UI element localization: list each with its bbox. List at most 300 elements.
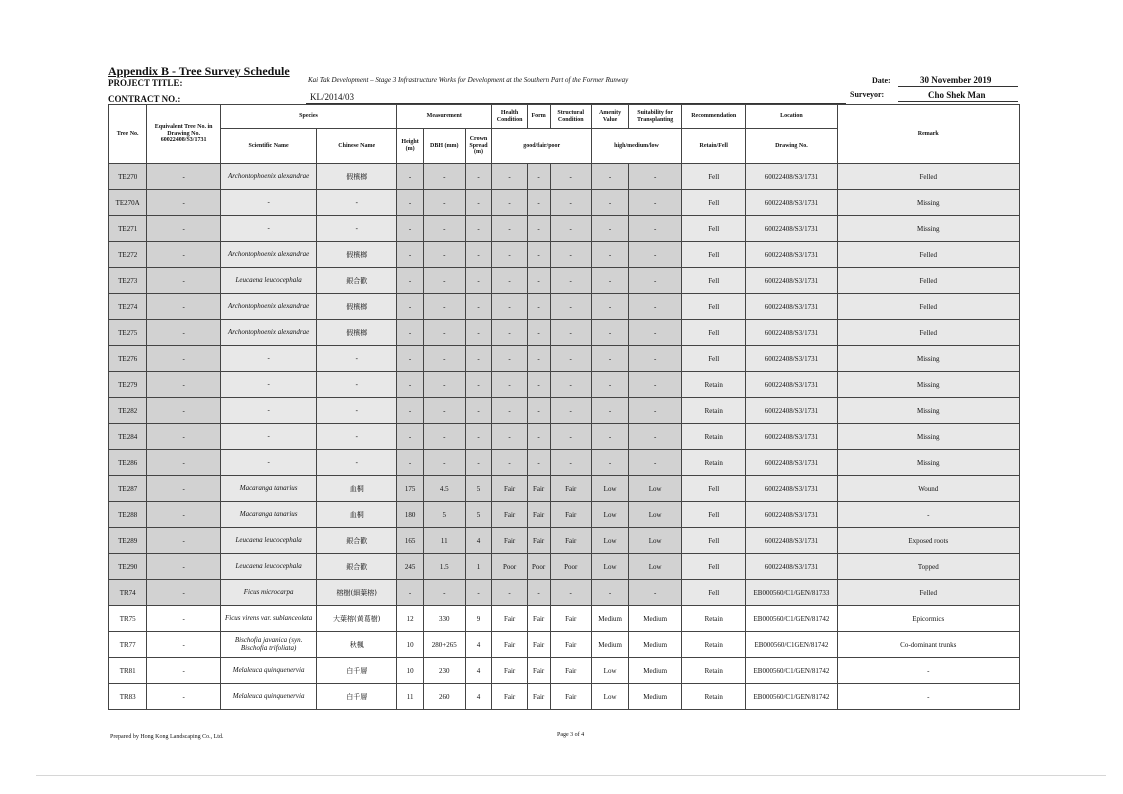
col-form: Form xyxy=(527,105,550,129)
equivalent-no-cell: - xyxy=(147,502,221,528)
amenity-cell: - xyxy=(591,294,628,320)
scientific-name-cell: Macaranga tanarius xyxy=(220,476,316,502)
health-cell: Fair xyxy=(492,632,527,658)
col-tree-no: Tree No. xyxy=(109,105,147,164)
surveyor-value: Cho Shek Man xyxy=(928,90,986,100)
height-cell: - xyxy=(397,294,424,320)
dbh-cell: - xyxy=(424,216,465,242)
tree-no-cell: TE272 xyxy=(109,242,147,268)
crown-spread-cell: - xyxy=(465,294,492,320)
form-cell: - xyxy=(527,346,550,372)
chinese-name-cell: 血桐 xyxy=(317,476,397,502)
remark-cell: Co-dominant trunks xyxy=(837,632,1019,658)
amenity-cell: - xyxy=(591,424,628,450)
dbh-cell: 5 xyxy=(424,502,465,528)
col-height: Height (m) xyxy=(397,129,424,164)
tree-no-cell: TR74 xyxy=(109,580,147,606)
amenity-cell: Medium xyxy=(591,606,628,632)
col-species: Species xyxy=(220,105,396,129)
surveyor-label: Surveyor: xyxy=(850,90,885,99)
scientific-name-cell: Leucaena leucocephala xyxy=(220,554,316,580)
structural-cell: Fair xyxy=(550,502,591,528)
amenity-cell: - xyxy=(591,372,628,398)
table-row xyxy=(109,242,1020,268)
form-cell: Fair xyxy=(527,658,550,684)
amenity-cell: - xyxy=(591,450,628,476)
suitability-cell: Medium xyxy=(629,684,682,710)
recommendation-cell: Fell xyxy=(682,554,746,580)
chinese-name-cell: 假檳榔 xyxy=(317,164,397,190)
table-row xyxy=(109,476,1020,502)
height-cell: - xyxy=(397,320,424,346)
recommendation-cell: Retain xyxy=(682,684,746,710)
suitability-cell: Low xyxy=(629,528,682,554)
height-cell: - xyxy=(397,398,424,424)
structural-cell: - xyxy=(550,294,591,320)
table-row xyxy=(109,372,1020,398)
col-crown-spread: Crown Spread (m) xyxy=(465,129,492,164)
suitability-cell: Medium xyxy=(629,658,682,684)
amenity-cell: Low xyxy=(591,502,628,528)
recommendation-cell: Fell xyxy=(682,242,746,268)
col-suitability: Suitability for Transplanting xyxy=(629,105,682,129)
form-cell: - xyxy=(527,216,550,242)
equivalent-no-cell: - xyxy=(147,632,221,658)
chinese-name-cell: - xyxy=(317,398,397,424)
date-underline xyxy=(898,86,1018,87)
structural-cell: - xyxy=(550,580,591,606)
remark-cell: Missing xyxy=(837,450,1019,476)
equivalent-no-cell: - xyxy=(147,580,221,606)
chinese-name-cell: 假檳榔 xyxy=(317,294,397,320)
equivalent-no-cell: - xyxy=(147,398,221,424)
health-cell: - xyxy=(492,372,527,398)
remark-cell: - xyxy=(837,658,1019,684)
suitability-cell: - xyxy=(629,346,682,372)
equivalent-no-cell: - xyxy=(147,476,221,502)
scientific-name-cell: - xyxy=(220,190,316,216)
bottom-rule xyxy=(36,775,1106,776)
drawing-no-cell: 60022408/S3/1731 xyxy=(746,528,837,554)
dbh-cell: 1.5 xyxy=(424,554,465,580)
crown-spread-cell: - xyxy=(465,216,492,242)
table-row xyxy=(109,528,1020,554)
chinese-name-cell: - xyxy=(317,424,397,450)
equivalent-no-cell: - xyxy=(147,190,221,216)
health-cell: - xyxy=(492,216,527,242)
crown-spread-cell: - xyxy=(465,424,492,450)
recommendation-cell: Retain xyxy=(682,606,746,632)
recommendation-cell: Retain xyxy=(682,372,746,398)
tree-survey-table xyxy=(108,104,1020,710)
drawing-no-cell: EB000560/C1/GEN/81733 xyxy=(746,580,837,606)
dbh-cell: - xyxy=(424,164,465,190)
table-body xyxy=(109,164,1020,710)
suitability-cell: - xyxy=(629,268,682,294)
health-cell: Poor xyxy=(492,554,527,580)
height-cell: - xyxy=(397,190,424,216)
remark-cell: Felled xyxy=(837,294,1019,320)
amenity-cell: Medium xyxy=(591,632,628,658)
scientific-name-cell: Bischofia javanica (syn. Bischofia trifoliata) xyxy=(220,632,316,658)
table-row xyxy=(109,216,1020,242)
table-row xyxy=(109,450,1020,476)
form-cell: - xyxy=(527,372,550,398)
remark-cell: Missing xyxy=(837,424,1019,450)
amenity-cell: - xyxy=(591,346,628,372)
tree-no-cell: TE287 xyxy=(109,476,147,502)
tree-no-cell: TE275 xyxy=(109,320,147,346)
header-row-1 xyxy=(109,105,1020,129)
equivalent-no-cell: - xyxy=(147,372,221,398)
scientific-name-cell: - xyxy=(220,216,316,242)
equivalent-no-cell: - xyxy=(147,164,221,190)
drawing-no-cell: 60022408/S3/1731 xyxy=(746,268,837,294)
form-cell: Fair xyxy=(527,502,550,528)
equivalent-no-cell: - xyxy=(147,294,221,320)
suitability-cell: - xyxy=(629,242,682,268)
date-value: 30 November 2019 xyxy=(920,75,992,85)
drawing-no-cell: 60022408/S3/1731 xyxy=(746,450,837,476)
dbh-cell: - xyxy=(424,424,465,450)
tree-no-cell: TE284 xyxy=(109,424,147,450)
form-cell: Fair xyxy=(527,606,550,632)
crown-spread-cell: 4 xyxy=(465,528,492,554)
dbh-cell: 330 xyxy=(424,606,465,632)
equivalent-no-cell: - xyxy=(147,268,221,294)
health-cell: - xyxy=(492,424,527,450)
form-cell: Fair xyxy=(527,684,550,710)
suitability-cell: Medium xyxy=(629,632,682,658)
amenity-cell: - xyxy=(591,190,628,216)
structural-cell: Fair xyxy=(550,684,591,710)
health-cell: Fair xyxy=(492,528,527,554)
crown-spread-cell: 4 xyxy=(465,632,492,658)
drawing-no-label: Drawing No. xyxy=(746,129,837,164)
chinese-name-cell: 榕樹(細葉榕) xyxy=(317,580,397,606)
recommendation-cell: Fell xyxy=(682,502,746,528)
health-cell: - xyxy=(492,268,527,294)
equivalent-no-cell: - xyxy=(147,554,221,580)
suitability-cell: - xyxy=(629,216,682,242)
drawing-no-cell: 60022408/S3/1731 xyxy=(746,372,837,398)
form-cell: - xyxy=(527,398,550,424)
drawing-no-cell: EB000560/C1/GEN/81742 xyxy=(746,658,837,684)
tree-no-cell: TE270 xyxy=(109,164,147,190)
tree-no-cell: TR81 xyxy=(109,658,147,684)
crown-spread-cell: - xyxy=(465,164,492,190)
structural-cell: - xyxy=(550,216,591,242)
col-chinese-name: Chinese Name xyxy=(317,129,397,164)
crown-spread-cell: 1 xyxy=(465,554,492,580)
table-row xyxy=(109,606,1020,632)
tree-no-cell: TE286 xyxy=(109,450,147,476)
remark-cell: Missing xyxy=(837,216,1019,242)
structural-cell: - xyxy=(550,424,591,450)
amenity-cell: - xyxy=(591,320,628,346)
form-cell: - xyxy=(527,424,550,450)
structural-cell: - xyxy=(550,164,591,190)
crown-spread-cell: - xyxy=(465,346,492,372)
scientific-name-cell: - xyxy=(220,450,316,476)
structural-cell: - xyxy=(550,372,591,398)
chinese-name-cell: 血桐 xyxy=(317,502,397,528)
recommendation-cell: Fell xyxy=(682,190,746,216)
height-cell: - xyxy=(397,580,424,606)
drawing-no-cell: 60022408/S3/1731 xyxy=(746,190,837,216)
recommendation-cell: Fell xyxy=(682,528,746,554)
equivalent-no-cell: - xyxy=(147,684,221,710)
scientific-name-cell: - xyxy=(220,424,316,450)
form-cell: - xyxy=(527,450,550,476)
suitability-cell: - xyxy=(629,164,682,190)
drawing-no-cell: 60022408/S3/1731 xyxy=(746,320,837,346)
col-dbh: DBH (mm) xyxy=(424,129,465,164)
dbh-cell: - xyxy=(424,346,465,372)
drawing-no-cell: 60022408/S3/1731 xyxy=(746,398,837,424)
crown-spread-cell: 5 xyxy=(465,476,492,502)
equivalent-no-cell: - xyxy=(147,450,221,476)
height-cell: 12 xyxy=(397,606,424,632)
form-cell: - xyxy=(527,268,550,294)
dbh-cell: 4.5 xyxy=(424,476,465,502)
drawing-no-cell: 60022408/S3/1731 xyxy=(746,554,837,580)
tree-no-cell: TE289 xyxy=(109,528,147,554)
table-row xyxy=(109,580,1020,606)
retain-fell-label: Retain/Fell xyxy=(682,129,746,164)
drawing-no-cell: 60022408/S3/1731 xyxy=(746,216,837,242)
scientific-name-cell: Melaleuca quinquenervia xyxy=(220,684,316,710)
suitability-cell: - xyxy=(629,398,682,424)
equivalent-no-cell: - xyxy=(147,242,221,268)
scientific-name-cell: - xyxy=(220,346,316,372)
form-cell: Poor xyxy=(527,554,550,580)
suitability-cell: - xyxy=(629,424,682,450)
table-row xyxy=(109,684,1020,710)
tree-no-cell: TE270A xyxy=(109,190,147,216)
structural-cell: - xyxy=(550,268,591,294)
chinese-name-cell: 秋楓 xyxy=(317,632,397,658)
dbh-cell: 260 xyxy=(424,684,465,710)
height-cell: 165 xyxy=(397,528,424,554)
crown-spread-cell: - xyxy=(465,372,492,398)
col-remark: Remark xyxy=(837,105,1019,164)
scientific-name-cell: Melaleuca quinquenervia xyxy=(220,658,316,684)
scientific-name-cell: Archontophoenix alexandrae xyxy=(220,164,316,190)
height-cell: 10 xyxy=(397,658,424,684)
recommendation-cell: Fell xyxy=(682,346,746,372)
amenity-cell: - xyxy=(591,398,628,424)
project-title-value: Kai Tak Development – Stage 3 Infrastructure Works for Development at the Southern Part of the Former Runway xyxy=(308,76,629,84)
drawing-no-cell: 60022408/S3/1731 xyxy=(746,502,837,528)
height-cell: - xyxy=(397,424,424,450)
health-cell: - xyxy=(492,164,527,190)
scientific-name-cell: - xyxy=(220,372,316,398)
recommendation-cell: Retain xyxy=(682,632,746,658)
condition-scale: good/fair/poor xyxy=(492,129,591,164)
project-title-label: PROJECT TITLE: xyxy=(108,78,183,88)
health-cell: Fair xyxy=(492,606,527,632)
table-row xyxy=(109,190,1020,216)
dbh-cell: - xyxy=(424,268,465,294)
remark-cell: Felled xyxy=(837,242,1019,268)
dbh-cell: - xyxy=(424,242,465,268)
structural-cell: - xyxy=(550,320,591,346)
structural-cell: Fair xyxy=(550,658,591,684)
chinese-name-cell: - xyxy=(317,372,397,398)
amenity-cell: - xyxy=(591,216,628,242)
tree-no-cell: TE273 xyxy=(109,268,147,294)
height-cell: 11 xyxy=(397,684,424,710)
tree-no-cell: TR83 xyxy=(109,684,147,710)
form-cell: - xyxy=(527,320,550,346)
table-row xyxy=(109,320,1020,346)
form-cell: - xyxy=(527,164,550,190)
remark-cell: Felled xyxy=(837,268,1019,294)
height-cell: 180 xyxy=(397,502,424,528)
recommendation-cell: Fell xyxy=(682,268,746,294)
recommendation-cell: Fell xyxy=(682,216,746,242)
chinese-name-cell: - xyxy=(317,450,397,476)
drawing-no-cell: EB000560/C1/GEN/81742 xyxy=(746,606,837,632)
form-cell: Fair xyxy=(527,476,550,502)
document-title: Appendix B - Tree Survey Schedule xyxy=(108,64,290,78)
table-row xyxy=(109,268,1020,294)
remark-cell: Felled xyxy=(837,164,1019,190)
value-scale: high/medium/low xyxy=(591,129,681,164)
height-cell: - xyxy=(397,268,424,294)
tree-no-cell: TR75 xyxy=(109,606,147,632)
height-cell: - xyxy=(397,450,424,476)
table-row xyxy=(109,554,1020,580)
scientific-name-cell: - xyxy=(220,398,316,424)
form-cell: - xyxy=(527,580,550,606)
dbh-cell: 230 xyxy=(424,658,465,684)
drawing-no-cell: 60022408/S3/1731 xyxy=(746,294,837,320)
crown-spread-cell: - xyxy=(465,450,492,476)
height-cell: 245 xyxy=(397,554,424,580)
amenity-cell: Low xyxy=(591,476,628,502)
prepared-by: Prepared by Hong Kong Landscaping Co., Ltd. xyxy=(110,734,224,740)
chinese-name-cell: 銀合歡 xyxy=(317,528,397,554)
health-cell: Fair xyxy=(492,684,527,710)
scientific-name-cell: Archontophoenix alexandrae xyxy=(220,294,316,320)
health-cell: Fair xyxy=(492,502,527,528)
form-cell: Fair xyxy=(527,632,550,658)
scientific-name-cell: Macaranga tanarius xyxy=(220,502,316,528)
crown-spread-cell: - xyxy=(465,268,492,294)
page-number: Page 3 of 4 xyxy=(557,732,585,738)
col-structural: Structural Condition xyxy=(550,105,591,129)
drawing-no-cell: 60022408/S3/1731 xyxy=(746,476,837,502)
tree-no-cell: TE279 xyxy=(109,372,147,398)
chinese-name-cell: 假檳榔 xyxy=(317,242,397,268)
recommendation-cell: Fell xyxy=(682,580,746,606)
col-location: Location xyxy=(746,105,837,129)
scientific-name-cell: Ficus virens var. sublanceolata xyxy=(220,606,316,632)
chinese-name-cell: 大葉榕(黄葛樹) xyxy=(317,606,397,632)
amenity-cell: Low xyxy=(591,658,628,684)
recommendation-cell: Retain xyxy=(682,424,746,450)
height-cell: - xyxy=(397,346,424,372)
height-cell: - xyxy=(397,164,424,190)
table-row xyxy=(109,164,1020,190)
recommendation-cell: Fell xyxy=(682,320,746,346)
dbh-cell: - xyxy=(424,580,465,606)
chinese-name-cell: 假檳榔 xyxy=(317,320,397,346)
chinese-name-cell: 白千層 xyxy=(317,658,397,684)
crown-spread-cell: - xyxy=(465,242,492,268)
dbh-cell: - xyxy=(424,190,465,216)
drawing-no-cell: EB000560/C1GEN/81742 xyxy=(746,632,837,658)
suitability-cell: - xyxy=(629,580,682,606)
amenity-cell: Low xyxy=(591,528,628,554)
amenity-cell: - xyxy=(591,164,628,190)
recommendation-cell: Retain xyxy=(682,398,746,424)
equivalent-no-cell: - xyxy=(147,320,221,346)
suitability-cell: - xyxy=(629,372,682,398)
height-cell: - xyxy=(397,242,424,268)
structural-cell: Fair xyxy=(550,606,591,632)
suitability-cell: Low xyxy=(629,476,682,502)
structural-cell: Fair xyxy=(550,632,591,658)
table-row xyxy=(109,502,1020,528)
chinese-name-cell: - xyxy=(317,190,397,216)
remark-cell: Topped xyxy=(837,554,1019,580)
health-cell: - xyxy=(492,294,527,320)
health-cell: Fair xyxy=(492,476,527,502)
contract-no-value: KL/2014/03 xyxy=(310,92,354,102)
suitability-cell: Low xyxy=(629,502,682,528)
health-cell: - xyxy=(492,320,527,346)
tree-no-cell: TE271 xyxy=(109,216,147,242)
tree-no-cell: TE290 xyxy=(109,554,147,580)
date-label: Date: xyxy=(872,76,891,85)
drawing-no-cell: 60022408/S3/1731 xyxy=(746,424,837,450)
health-cell: - xyxy=(492,580,527,606)
amenity-cell: - xyxy=(591,268,628,294)
table-row xyxy=(109,398,1020,424)
crown-spread-cell: - xyxy=(465,580,492,606)
tree-no-cell: TE276 xyxy=(109,346,147,372)
structural-cell: - xyxy=(550,346,591,372)
form-cell: Fair xyxy=(527,528,550,554)
drawing-no-cell: 60022408/S3/1731 xyxy=(746,164,837,190)
form-cell: - xyxy=(527,294,550,320)
crown-spread-cell: 9 xyxy=(465,606,492,632)
crown-spread-cell: - xyxy=(465,190,492,216)
crown-spread-cell: - xyxy=(465,398,492,424)
table-row xyxy=(109,632,1020,658)
recommendation-cell: Fell xyxy=(682,164,746,190)
remark-cell: Missing xyxy=(837,398,1019,424)
remark-cell: Missing xyxy=(837,190,1019,216)
structural-cell: Fair xyxy=(550,476,591,502)
equivalent-no-cell: - xyxy=(147,528,221,554)
tree-no-cell: TE288 xyxy=(109,502,147,528)
scientific-name-cell: Archontophoenix alexandrae xyxy=(220,242,316,268)
tree-no-cell: TE282 xyxy=(109,398,147,424)
suitability-cell: - xyxy=(629,320,682,346)
dbh-cell: - xyxy=(424,398,465,424)
scientific-name-cell: Archontophoenix alexandrae xyxy=(220,320,316,346)
structural-cell: - xyxy=(550,450,591,476)
height-cell: - xyxy=(397,216,424,242)
col-equivalent-no: Equivalent Tree No. in Drawing No. 60022408/S3/1731 xyxy=(147,105,221,164)
height-cell: 10 xyxy=(397,632,424,658)
structural-cell: - xyxy=(550,190,591,216)
dbh-cell: - xyxy=(424,372,465,398)
